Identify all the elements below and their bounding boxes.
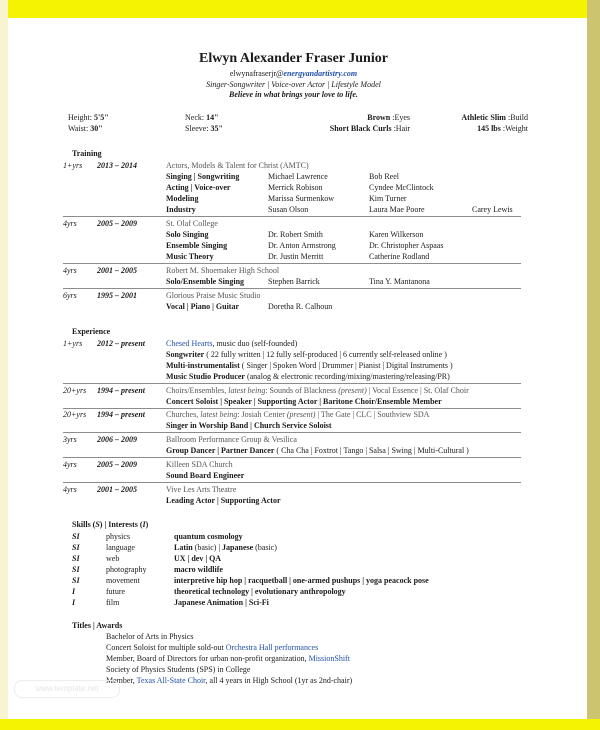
training-subject: Industry: [166, 205, 196, 214]
training-teacher: Laura Mae Poore: [369, 205, 425, 214]
measure-hair: Short Black Curls :Hair: [329, 124, 410, 133]
skill-level: SI: [72, 532, 80, 541]
frame-left-border: [0, 0, 8, 730]
training-teacher: Susan Olson: [268, 205, 309, 214]
training-subject: Solo Singing: [166, 230, 209, 239]
award-item: Member, Board of Directors for urban non-profit organization, MissionShift: [106, 654, 350, 663]
experience-heading: Experience: [72, 327, 111, 336]
training-teacher: Dr. Justin Merritt: [268, 252, 324, 261]
training-org: Glorious Praise Music Studio: [166, 291, 261, 300]
training-years: 4yrs: [63, 219, 77, 228]
experience-org: Vive Les Arts Theatre: [166, 485, 237, 494]
experience-org: Chesed Hearts, music duo (self-founded): [166, 339, 298, 348]
training-teacher: Cyndee McClintock: [369, 183, 434, 192]
experience-detail: Concert Soloist | Speaker | Supporting Actor | Baritone Choir/Ensemble Member: [166, 397, 442, 406]
training-subject: Ensemble Singing: [166, 241, 228, 250]
experience-years: 4yrs: [63, 460, 77, 469]
divider: [63, 408, 521, 409]
skill-detail: theoretical technology | evolutionary anthropology: [174, 587, 346, 596]
skill-level: I: [72, 587, 76, 596]
skill-category: physics: [106, 532, 130, 541]
training-teacher: Marissa Surmenkow: [268, 194, 334, 203]
measure-sleeve: Sleeve: 35": [185, 124, 223, 133]
training-subject: Solo/Ensemble Singing: [166, 277, 245, 286]
training-subject: Vocal | Piano | Guitar: [166, 302, 240, 311]
measure-height: Height: 5'5": [68, 113, 109, 122]
email-line[interactable]: [0, 69, 587, 79]
divider: [63, 457, 521, 458]
training-dates: 2005 – 2009: [97, 219, 137, 228]
training-years: 1+yrs: [63, 161, 83, 170]
email-prefix: elwynafraserjr@: [229, 69, 284, 78]
training-teacher: Dr. Christopher Aspaas: [369, 241, 444, 250]
experience-org: Churches, latest being: Josiah Center (present) | The Gate | CLC | Southview SDA: [166, 410, 430, 419]
experience-years: 1+yrs: [63, 339, 83, 348]
experience-detail: Songwriter ( 22 fully written | 12 fully self-produced | 6 currently self-released online ): [166, 350, 447, 359]
measure-weight: 145 lbs :Weight: [477, 124, 528, 133]
training-teacher: Catherine Rodland: [369, 252, 430, 261]
experience-years: 4yrs: [63, 485, 77, 494]
skill-detail: Latin (basic) | Japanese (basic): [174, 543, 277, 552]
experience-dates: 2006 – 2009: [97, 435, 137, 444]
awards-heading: Titles | Awards: [72, 621, 123, 630]
training-teacher: Michael Lawrence: [268, 172, 328, 181]
award-item: Member, Texas All-State Choir, all 4 years in High School (1yr as 2nd-chair): [106, 676, 353, 685]
training-dates: 1995 – 2001: [97, 291, 137, 300]
frame-bottom-border: [0, 719, 600, 730]
training-teacher: Karen Wilkerson: [369, 230, 424, 239]
skill-category: future: [106, 587, 126, 596]
skills-heading: Skills (S) | Interests (I): [72, 520, 149, 529]
training-heading: Training: [72, 149, 102, 158]
award-item: Society of Physics Students (SPS) in College: [106, 665, 251, 674]
training-dates: 2001 – 2005: [97, 266, 137, 275]
skill-category: film: [106, 598, 120, 607]
skill-detail: quantum cosmology: [174, 532, 243, 541]
experience-years: 20+yrs: [63, 386, 87, 395]
skill-detail: Japanese Animation | Sci-Fi: [174, 598, 269, 607]
skill-level: SI: [72, 565, 80, 574]
skill-level: SI: [72, 576, 80, 585]
award-item: Concert Soloist for multiple sold-out Orchestra Hall performances: [106, 643, 319, 652]
experience-org: Ballroom Performance Group & Vesilica: [166, 435, 297, 444]
divider: [63, 263, 521, 264]
experience-detail: Sound Board Engineer: [166, 471, 245, 480]
skill-level: SI: [72, 543, 80, 552]
experience-years: 20+yrs: [63, 410, 87, 419]
training-subject: Music Theory: [166, 252, 214, 261]
training-org: Actors, Models & Talent for Christ (AMTC): [166, 161, 309, 170]
training-org: St. Olaf College: [166, 219, 218, 228]
skill-detail: macro wildlife: [174, 565, 223, 574]
training-subject: Modeling: [166, 194, 199, 203]
measure-build: Athletic Slim :Build: [461, 113, 528, 122]
training-years: 6yrs: [63, 291, 77, 300]
training-teacher: Tina Y. Mantanona: [369, 277, 430, 286]
training-teacher: Dr. Robert Smith: [268, 230, 323, 239]
experience-detail: Singer in Worship Band | Church Service Soloist: [166, 421, 332, 430]
training-years: 4yrs: [63, 266, 77, 275]
skill-category: language: [106, 543, 135, 552]
award-item: Bachelor of Arts in Physics: [106, 632, 194, 641]
experience-detail: Music Studio Producer (analog & electronic recording/mixing/mastering/releasing/PR): [166, 372, 450, 381]
measure-eyes: Brown :Eyes: [367, 113, 410, 122]
training-teacher: Stephen Barrick: [268, 277, 320, 286]
experience-detail: Leading Actor | Supporting Actor: [166, 496, 281, 505]
skill-category: photography: [106, 565, 147, 574]
divider: [63, 383, 521, 384]
frame-right-border: [587, 0, 600, 730]
email-domain[interactable]: energyandartistry.com: [283, 69, 358, 78]
training-subject: Acting | Voice-over: [166, 183, 231, 192]
experience-dates: 1994 – present: [97, 410, 145, 419]
skill-detail: UX | dev | QA: [174, 554, 222, 563]
experience-org: Killeen SDA Church: [166, 460, 233, 469]
frame-top-border: [0, 0, 600, 18]
divider: [63, 482, 521, 483]
training-org: Robert M. Shoemaker High School: [166, 266, 280, 275]
experience-dates: 2005 – 2009: [97, 460, 137, 469]
experience-detail: Group Dancer | Partner Dancer ( Cha Cha | Foxtrot | Tango | Salsa | Swing | Multi-Cultural ): [166, 446, 469, 455]
training-teacher: Bob Reel: [369, 172, 399, 181]
experience-years: 3yrs: [63, 435, 77, 444]
skill-level: SI: [72, 554, 80, 563]
training-teacher: Merrick Robison: [268, 183, 323, 192]
measure-waist: Waist: 30": [68, 124, 103, 133]
skill-level: I: [72, 598, 76, 607]
skill-category: web: [106, 554, 120, 563]
skill-category: movement: [106, 576, 140, 585]
skill-detail: interpretive hip hop | racquetball | one-armed pushups | yoga peacock pose: [174, 576, 429, 585]
training-teacher: Dr. Anton Armstrong: [268, 241, 336, 250]
tagline: Singer-Songwriter | Voice-over Actor | Lifestyle Model: [206, 80, 381, 89]
watermark-logo: www.template.net: [14, 680, 120, 698]
resume-name: Elwyn Alexander Fraser Junior: [199, 51, 388, 66]
experience-org: Choirs/Ensembles, latest being: Sounds of Blackness (present) | Vocal Essence | St. Olaf Choir: [166, 386, 469, 395]
experience-dates: 2012 – present: [97, 339, 145, 348]
divider: [63, 216, 521, 217]
experience-detail: Multi-instrumentalist ( Singer | Spoken Word | Drummer | Pianist | Digital Instruments ): [166, 361, 453, 370]
experience-dates: 2001 – 2005: [97, 485, 137, 494]
measure-neck: Neck: 14": [185, 113, 219, 122]
training-dates: 2013 – 2014: [97, 161, 137, 170]
training-teacher: Doretha R. Calhoun: [268, 302, 333, 311]
divider: [63, 432, 521, 433]
motto: Believe in what brings your love to life.: [229, 90, 358, 99]
divider: [63, 288, 521, 289]
training-teacher: Kim Turner: [369, 194, 407, 203]
training-subject: Singing | Songwriting: [166, 172, 240, 181]
training-teacher: Carey Lewis: [472, 205, 513, 214]
experience-dates: 1994 – present: [97, 386, 145, 395]
